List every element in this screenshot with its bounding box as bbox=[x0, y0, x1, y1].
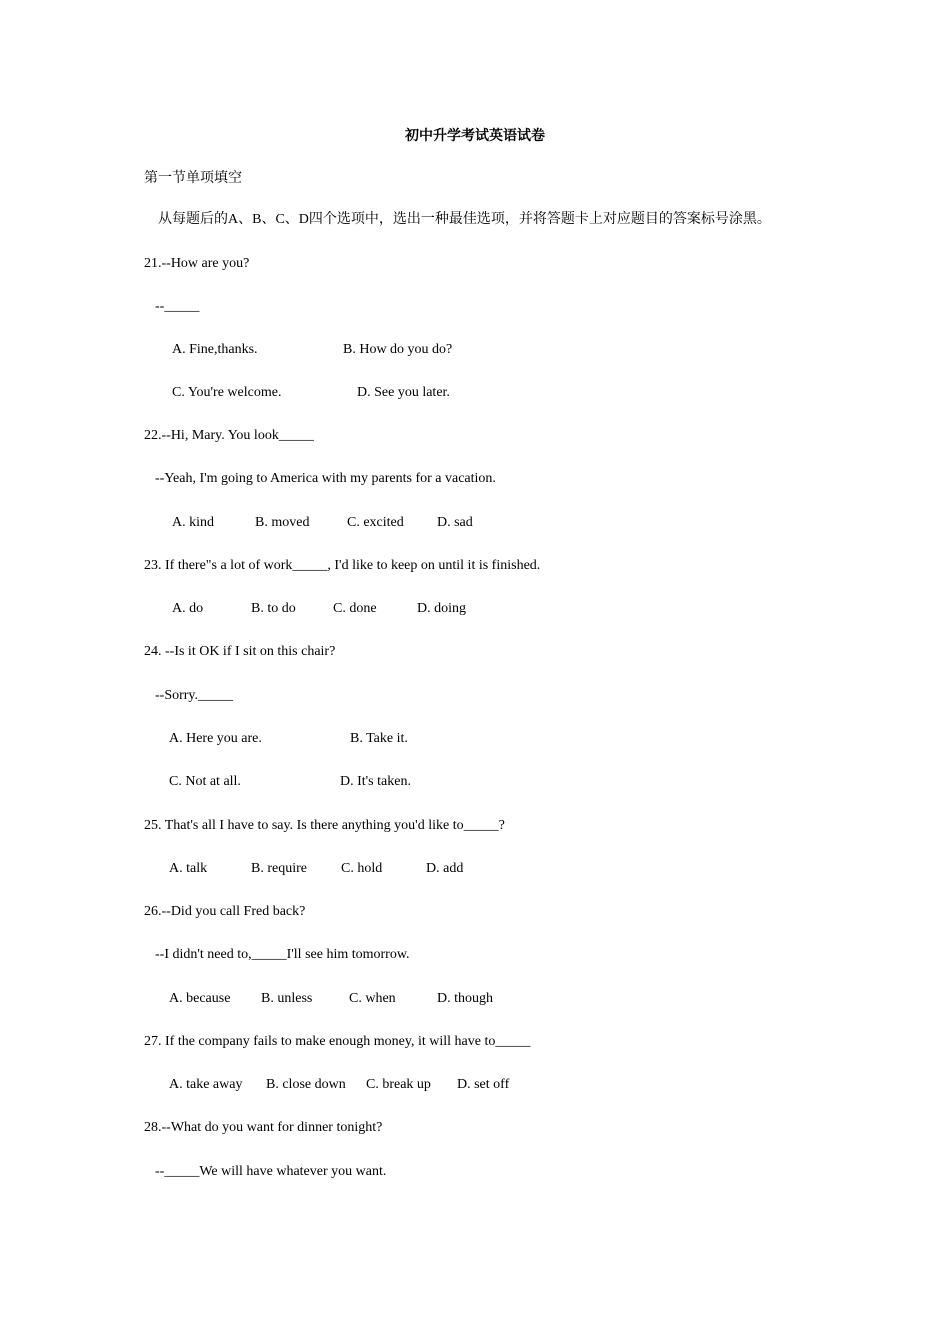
question-27-option-a: A. take away bbox=[169, 1077, 243, 1092]
question-21-option-a: A. Fine,thanks. bbox=[172, 342, 258, 357]
question-22-stem: 22.--Hi, Mary. You look_____ bbox=[144, 428, 314, 443]
question-24-option-c: C. Not at all. bbox=[169, 774, 241, 789]
question-24-option-b: B. Take it. bbox=[350, 731, 408, 746]
question-26-option-b: B. unless bbox=[261, 991, 313, 1006]
question-26-reply: --I didn't need to,_____I'll see him tomorrow. bbox=[155, 947, 410, 962]
question-24-reply: --Sorry._____ bbox=[155, 688, 234, 703]
question-24-option-a: A. Here you are. bbox=[169, 731, 262, 746]
question-24-stem: 24. --Is it OK if I sit on this chair? bbox=[144, 644, 336, 659]
question-23-option-a: A. do bbox=[172, 601, 204, 616]
question-25-option-d: D. add bbox=[426, 861, 464, 876]
page-title: 初中升学考试英语试卷 bbox=[405, 129, 545, 144]
question-26-option-d: D. though bbox=[437, 991, 493, 1006]
question-27-option-c: C. break up bbox=[366, 1077, 431, 1092]
question-25-option-a: A. talk bbox=[169, 861, 208, 876]
question-22-reply: --Yeah, I'm going to America with my parents for a vacation. bbox=[155, 471, 496, 486]
question-26-option-c: C. when bbox=[349, 991, 396, 1006]
question-27-option-d: D. set off bbox=[457, 1077, 510, 1092]
question-26-option-a: A. because bbox=[169, 991, 231, 1006]
question-26-stem: 26.--Did you call Fred back? bbox=[144, 904, 306, 919]
question-23-option-b: B. to do bbox=[251, 601, 296, 616]
section-heading: 第一节单项填空 bbox=[144, 171, 242, 186]
question-21-stem: 21.--How are you? bbox=[144, 256, 250, 271]
question-21-option-d: D. See you later. bbox=[357, 385, 450, 400]
question-21-reply: --_____ bbox=[155, 299, 200, 314]
question-23-stem: 23. If there"s a lot of work_____, I'd like to keep on until it is finished. bbox=[144, 558, 541, 573]
question-25-option-b: B. require bbox=[251, 861, 307, 876]
question-22-option-b: B. moved bbox=[255, 515, 310, 530]
question-22-option-c: C. excited bbox=[347, 515, 404, 530]
question-25-option-c: C. hold bbox=[341, 861, 383, 876]
question-23-option-d: D. doing bbox=[417, 601, 466, 616]
question-27-stem: 27. If the company fails to make enough money, it will have to_____ bbox=[144, 1034, 531, 1049]
question-28-stem: 28.--What do you want for dinner tonight? bbox=[144, 1120, 383, 1135]
question-28-reply: --_____We will have whatever you want. bbox=[155, 1164, 387, 1179]
question-24-option-d: D. It's taken. bbox=[340, 774, 411, 789]
question-23-option-c: C. done bbox=[333, 601, 377, 616]
question-22-option-d: D. sad bbox=[437, 515, 473, 530]
question-27-option-b: B. close down bbox=[266, 1077, 346, 1092]
instructions: 从每题后的A、B、C、D四个选项中，选出一种最佳选项，并将答题卡上对应题目的答案标号涂黑。 bbox=[158, 212, 771, 227]
question-25-stem: 25. That's all I have to say. Is there anything you'd like to_____? bbox=[144, 818, 505, 833]
question-22-option-a: A. kind bbox=[172, 515, 214, 530]
question-21-option-c: C. You're welcome. bbox=[172, 385, 282, 400]
question-21-option-b: B. How do you do? bbox=[343, 342, 453, 357]
